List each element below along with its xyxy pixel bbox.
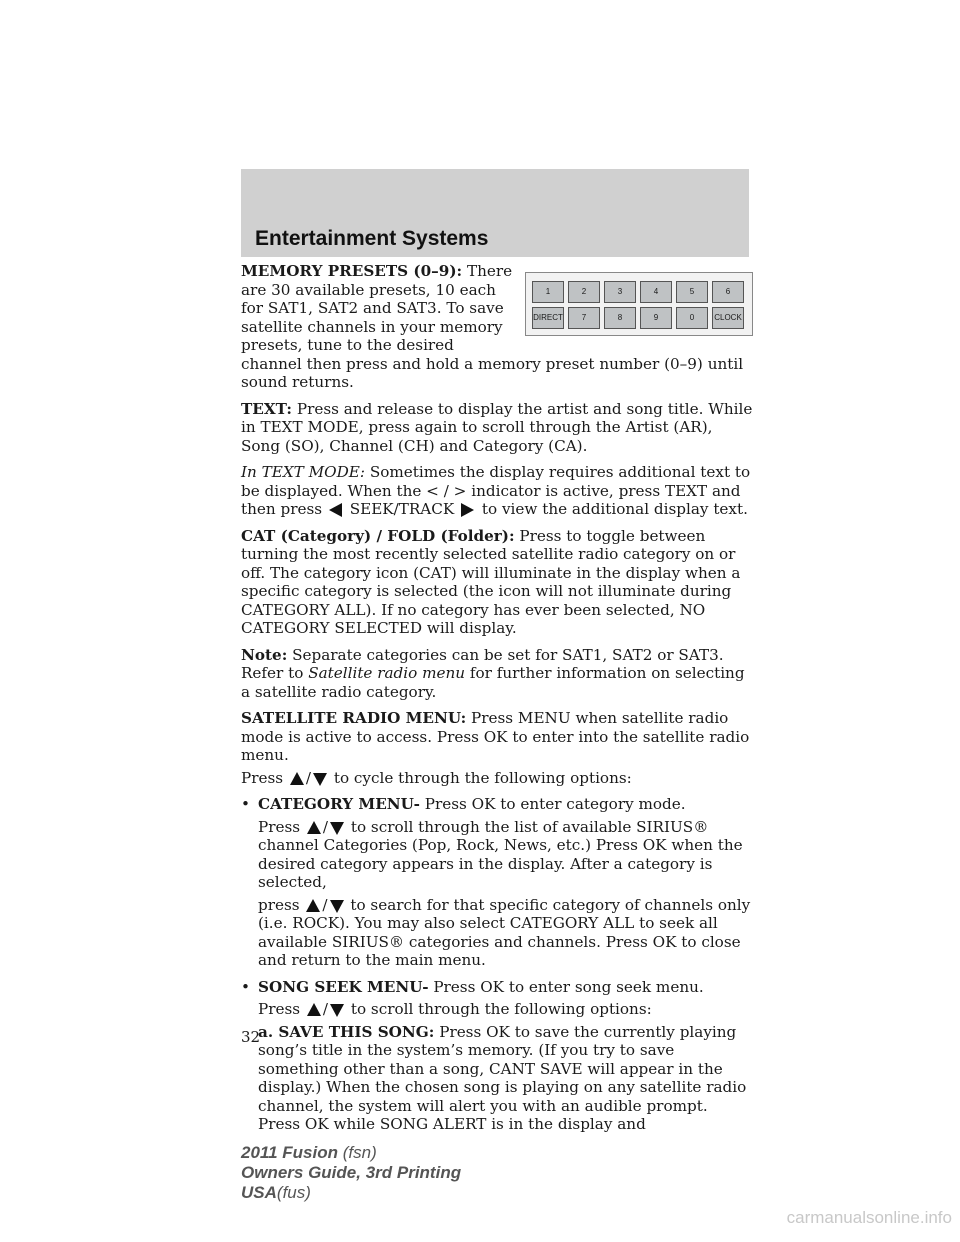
memory-presets-text: There are 30 available presets, 10 each for SAT1, SAT2 and SAT3. To save satellite channels in your memory presets, tune to the desired channel then press and hold a memory preset number (0–9) until sound returns. — [241, 262, 744, 391]
arrow-up-icon — [307, 1003, 321, 1017]
key-7: 7 — [568, 307, 600, 329]
seek-track-label: SEEK/TRACK — [349, 500, 455, 518]
arrow-down-icon — [330, 899, 344, 913]
text-mode-label: In TEXT MODE: — [241, 463, 365, 481]
key-5: 5 — [676, 281, 708, 303]
category-menu-item — [241, 795, 753, 970]
song-seek-label: SONG SEEK MENU- — [258, 977, 429, 996]
key-direct: DIRECT — [532, 307, 564, 329]
slash: / — [322, 817, 329, 836]
key-6: 6 — [712, 281, 744, 303]
satellite-menu-press-line — [241, 769, 753, 788]
arrow-up-icon — [307, 821, 321, 835]
save-song-label: a. SAVE THIS SONG: — [258, 1022, 435, 1041]
memory-presets-label: MEMORY PRESETS (0–9): — [241, 262, 463, 280]
bullet-dot: • — [241, 977, 250, 996]
save-song-text: Press OK to save the currently playing song’s title in the system’s memory. (If you try to save something other than a song, CANT SAVE will appear in the display.) When the chosen song is playing on any satellite radio channel, the system will alert you with an audible prompt. Press OK while SONG ALERT is in the display and — [258, 1022, 747, 1133]
press-word: Press — [258, 817, 301, 836]
category-label: CAT (Category) / FOLD (Folder): — [241, 526, 515, 545]
watermark: carmanualsonline.info — [786, 1208, 952, 1227]
page-body — [241, 262, 753, 1142]
section-header — [241, 169, 749, 257]
print-footer — [241, 1143, 461, 1203]
note-text: Separate categories can be set for SAT1, SAT2 or SAT3. — [292, 645, 724, 664]
arrow-up-icon — [290, 772, 304, 786]
refer-link: Satellite radio menu — [308, 664, 466, 682]
refer-paragraph — [241, 664, 753, 701]
bullet-dot: • — [241, 795, 250, 813]
category-menu-search-text: to search for that specific category of channels only (i.e. ROCK). You may also select CATEGORY ALL to seek all available SIRIUS® categories and channels. Press OK to close and return to the main menu. — [258, 895, 751, 969]
song-seek-scroll — [258, 1000, 753, 1019]
text-mode-text-end: to view the additional display text. — [481, 500, 748, 518]
category-menu-line — [258, 795, 753, 814]
footer-model: 2011 Fusion — [241, 1143, 338, 1162]
footer-model-code: (fsn) — [342, 1143, 377, 1162]
key-0: 0 — [676, 307, 708, 329]
arrow-down-icon — [330, 821, 344, 835]
refer-pre: Refer to — [241, 664, 304, 682]
key-4: 4 — [640, 281, 672, 303]
press-word: Press — [258, 1000, 301, 1018]
key-9: 9 — [640, 307, 672, 329]
slash: / — [305, 768, 312, 787]
category-menu-search — [258, 896, 753, 970]
preset-keypad-figure — [525, 272, 753, 336]
song-seek-menu-item — [241, 978, 753, 1134]
arrow-down-icon — [313, 772, 327, 786]
category-text: Press to toggle between turning the most recently selected satellite radio category on or off. The category icon (CAT) will illuminate in the display when a specific category is selected (the icon will not illuminate during CATEGORY ALL). If no category has ever been selected, NO CATEGORY SELECTED will display. — [241, 526, 741, 637]
seek-left-icon — [329, 503, 343, 517]
key-2: 2 — [568, 281, 600, 303]
song-seek-text: Press OK to enter song seek menu. — [433, 977, 704, 996]
save-song-paragraph — [258, 1023, 753, 1134]
category-paragraph — [241, 527, 753, 638]
arrow-down-icon — [330, 1003, 344, 1017]
text-mode-paragraph — [241, 463, 753, 519]
arrow-up-icon — [306, 899, 320, 913]
slash: / — [322, 1000, 329, 1018]
key-clock: CLOCK — [712, 307, 744, 329]
satellite-menu-label: SATELLITE RADIO MENU: — [241, 709, 467, 727]
press-word: Press — [241, 768, 284, 787]
page-number: 32 — [241, 1028, 261, 1046]
note-label: Note: — [241, 645, 288, 664]
press-word: press — [258, 895, 300, 914]
category-menu-label: CATEGORY MENU- — [258, 795, 420, 813]
text-label: TEXT: — [241, 399, 293, 418]
section-title: Entertainment Systems — [255, 227, 489, 250]
song-seek-line — [258, 978, 753, 997]
category-menu-text: Press OK to enter category mode. — [424, 795, 686, 813]
text-text: Press and release to display the artist and song title. While in TEXT MODE, press again to scroll through the Artist (AR), Song (SO), Channel (CH) and Category (CA). — [241, 399, 753, 455]
key-8: 8 — [604, 307, 636, 329]
cycle-text: to cycle through the following options: — [333, 768, 632, 787]
satellite-menu-paragraph — [241, 709, 753, 765]
key-1: 1 — [532, 281, 564, 303]
note-paragraph — [241, 646, 753, 665]
text-mode-text: Sometimes the display requires additional text to be displayed. When the < / > indicator is active, press TEXT and then press — [241, 463, 751, 518]
category-menu-scroll-text: to scroll through the list of available SIRIUS® channel Categories (Pop, Rock, News, etc.) Press OK when the desired category appears in the display. After a category is selected, — [258, 817, 743, 891]
footer-market: USA — [241, 1183, 277, 1202]
refer-post: for further information on selecting a satellite radio category. — [241, 664, 745, 701]
text-paragraph — [241, 400, 753, 456]
song-seek-scroll-text: to scroll through the following options: — [350, 1000, 652, 1018]
footer-market-code: (fus) — [276, 1183, 311, 1202]
footer-guide: Owners Guide, 3rd Printing — [241, 1163, 462, 1182]
satellite-menu-text: Press MENU when satellite radio mode is active to access. Press OK to enter into the satellite radio menu. — [241, 709, 750, 764]
key-3: 3 — [604, 281, 636, 303]
seek-right-icon — [461, 503, 475, 517]
category-menu-scroll — [258, 818, 753, 892]
slash: / — [322, 895, 328, 914]
